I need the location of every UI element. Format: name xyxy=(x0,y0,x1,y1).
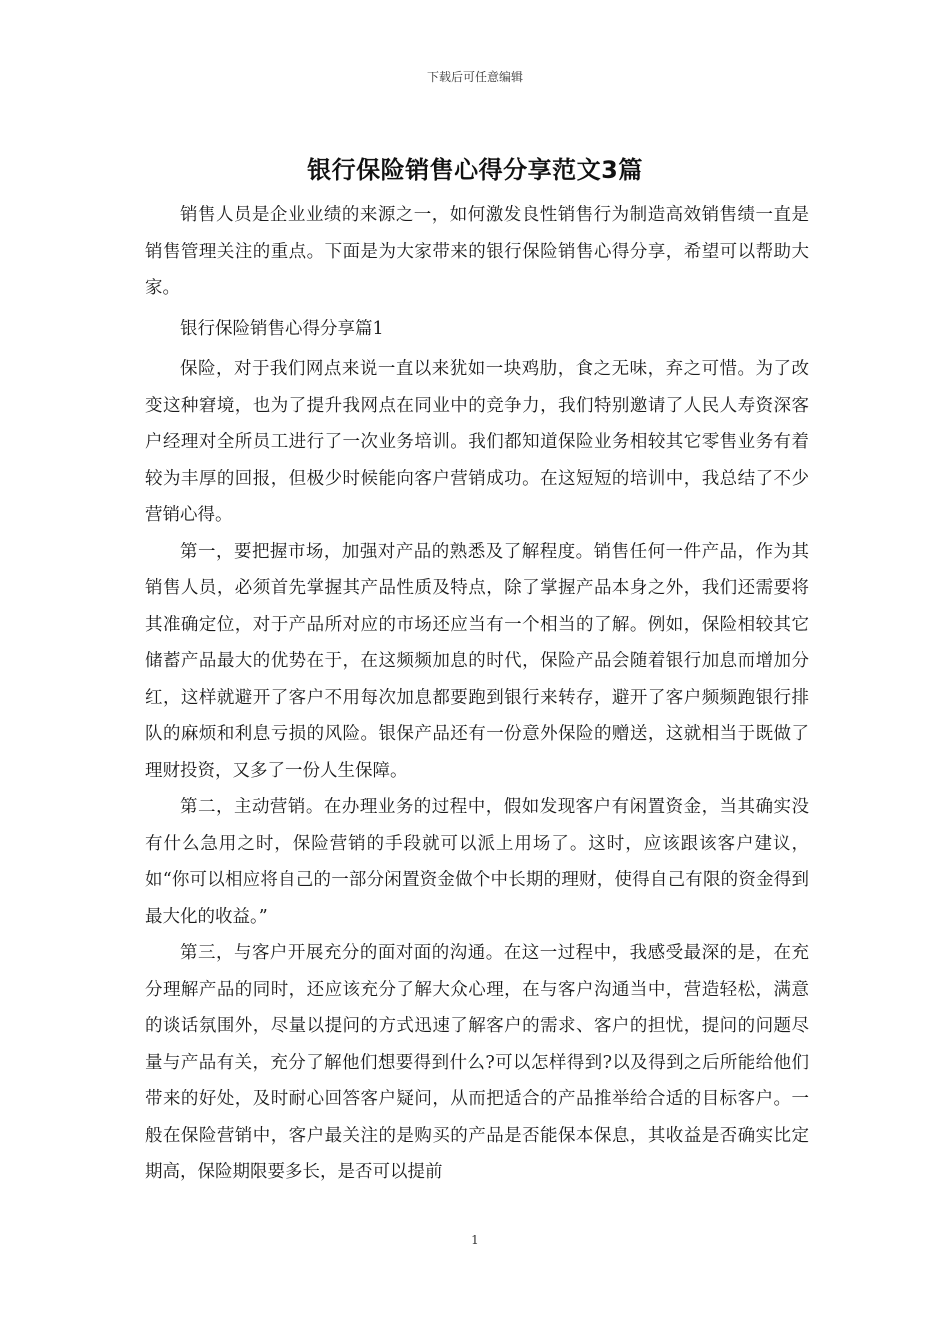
body-paragraph: 保险，对于我们网点来说一直以来犹如一块鸡肋，食之无味，弃之可惜。为了改变这种窘境，也为了提升我网点在同业中的竞争力，我们特别邀请了人民人寿资深客户经理对全所员工进行了一次业务培训。我们都知道保险业务相较其它零售业务有着较为丰厚的回报，但极少时候能向客户营销成功。在这短短的培训中，我总结了不少营销心得。 xyxy=(145,359,809,525)
document-title: 银行保险销售心得分享范文3篇 xyxy=(307,156,643,184)
body-paragraph: 第二，主动营销。在办理业务的过程中，假如发现客户有闲置资金，当其确实没有什么急用之时，保险营销的手段就可以派上用场了。这时，应该跟该客户建议，如“你可以相应将自己的一部分闲置资金做个中长期的理财，使得自己有限的资金得到最大化的收益。” xyxy=(145,797,809,927)
header-note: 下载后可任意编辑 xyxy=(426,70,523,84)
document-body xyxy=(145,197,809,1191)
body-paragraph: 第一，要把握市场，加强对产品的熟悉及了解程度。销售任何一件产品，作为其销售人员，必须首先掌握其产品性质及特点，除了掌握产品本身之外，我们还需要将其准确定位，对于产品所对应的市场还应当有一个相当的了解。例如，保险相较其它储蓄产品最大的优势在于，在这频频加息的时代，保险产品会随着银行加息而增加分红，这样就避开了客户不用每次加息都要跑到银行来转存，避开了客户频频跑银行排队的麻烦和利息亏损的风险。银保产品还有一份意外保险的赠送，这就相当于既做了理财投资，又多了一份人生保障。 xyxy=(145,541,809,781)
intro-paragraph: 销售人员是企业业绩的来源之一，如何激发良性销售行为制造高效销售绩一直是销售管理关注的重点。下面是为大家带来的银行保险销售心得分享，希望可以帮助大家。 xyxy=(145,205,809,298)
body-paragraph: 第三，与客户开展充分的面对面的沟通。在这一过程中，我感受最深的是，在充分理解产品的同时，还应该充分了解大众心理，在与客户沟通当中，营造轻松，满意的谈话氛围外，尽量以提问的方式迅速了解客户的需求、客户的担忧，提问的问题尽量与产品有关，充分了解他们想要得到什么?可以怎样得到?以及得到之后所能给他们带来的好处，及时耐心回答客户疑问，从而把适合的产品推举给合适的目标客户。一般在保险营销中，客户最关注的是购买的产品是否能保本保息，其收益是否确实比定期高，保险期限要多长，是否可以提前 xyxy=(145,943,809,1182)
page-number: 1 xyxy=(471,1233,479,1247)
section-heading: 银行保险销售心得分享篇1 xyxy=(180,318,384,339)
